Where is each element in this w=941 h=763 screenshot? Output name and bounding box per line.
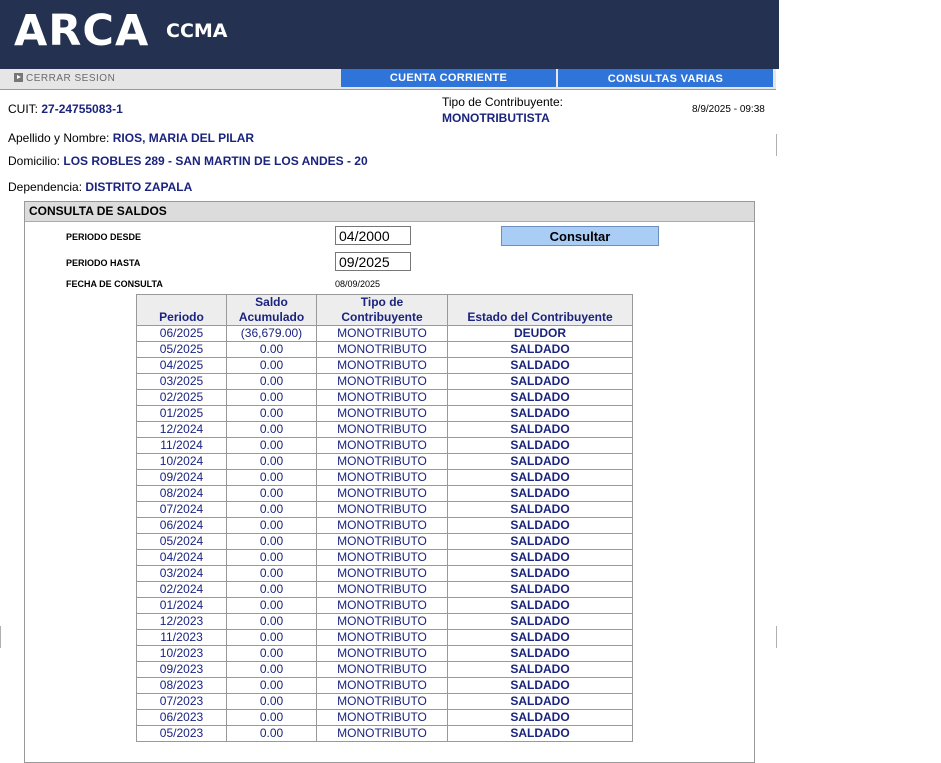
logout-link[interactable] <box>14 73 115 84</box>
estado-cell: SALDADO <box>448 374 633 390</box>
periodo-cell: 10/2023 <box>137 646 227 662</box>
tipo-cell: MONOTRIBUTO <box>317 630 448 646</box>
nombre-label: Apellido y Nombre: <box>8 131 110 145</box>
saldo-cell: 0.00 <box>227 550 317 566</box>
tipo-contribuyente-label: Tipo de Contribuyente: <box>442 95 563 109</box>
estado-cell: SALDADO <box>448 390 633 406</box>
nombre-line <box>8 131 254 145</box>
periodo-cell: 12/2024 <box>137 422 227 438</box>
table-row <box>137 582 633 598</box>
logout-arrow-icon <box>14 73 23 82</box>
saldo-cell: 0.00 <box>227 342 317 358</box>
nombre-value: RIOS, MARIA DEL PILAR <box>112 131 255 145</box>
fecha-consulta-label: FECHA DE CONSULTA <box>66 279 163 289</box>
table-row <box>137 566 633 582</box>
table-row <box>137 486 633 502</box>
periodo-hasta-label: PERIODO HASTA <box>66 258 141 268</box>
tipo-cell: MONOTRIBUTO <box>317 614 448 630</box>
table-row <box>137 502 633 518</box>
estado-cell: SALDADO <box>448 342 633 358</box>
estado-cell: SALDADO <box>448 614 633 630</box>
saldo-cell: 0.00 <box>227 486 317 502</box>
tipo-cell: MONOTRIBUTO <box>317 710 448 726</box>
tipo-cell: MONOTRIBUTO <box>317 422 448 438</box>
tipo-cell: MONOTRIBUTO <box>317 598 448 614</box>
tipo-cell: MONOTRIBUTO <box>317 662 448 678</box>
saldo-cell: 0.00 <box>227 390 317 406</box>
estado-cell: SALDADO <box>448 470 633 486</box>
saldos-table <box>136 294 633 742</box>
tipo-cell: MONOTRIBUTO <box>317 694 448 710</box>
estado-cell: SALDADO <box>448 406 633 422</box>
saldo-cell: 0.00 <box>227 454 317 470</box>
tipo-cell: MONOTRIBUTO <box>317 342 448 358</box>
tipo-contribuyente-value: MONOTRIBUTISTA <box>442 111 550 125</box>
estado-cell: SALDADO <box>448 502 633 518</box>
periodo-cell: 06/2024 <box>137 518 227 534</box>
app-subtitle: CCMA <box>166 20 228 42</box>
estado-cell: SALDADO <box>448 566 633 582</box>
periodo-cell: 12/2023 <box>137 614 227 630</box>
saldo-cell: 0.00 <box>227 534 317 550</box>
nav-bar <box>0 69 776 90</box>
tipo-cell: MONOTRIBUTO <box>317 470 448 486</box>
tipo-cell: MONOTRIBUTO <box>317 454 448 470</box>
saldo-cell: 0.00 <box>227 630 317 646</box>
estado-cell: SALDADO <box>448 518 633 534</box>
table-row <box>137 662 633 678</box>
table-row <box>137 518 633 534</box>
periodo-cell: 09/2023 <box>137 662 227 678</box>
tipo-cell: MONOTRIBUTO <box>317 518 448 534</box>
periodo-desde-label: PERIODO DESDE <box>66 232 142 242</box>
frame-edge <box>0 626 1 648</box>
saldo-cell: 0.00 <box>227 726 317 742</box>
tipo-cell: MONOTRIBUTO <box>317 438 448 454</box>
estado-cell: SALDADO <box>448 646 633 662</box>
estado-cell: SALDADO <box>448 550 633 566</box>
saldo-cell: 0.00 <box>227 422 317 438</box>
periodo-cell: 07/2024 <box>137 502 227 518</box>
periodo-cell: 08/2023 <box>137 678 227 694</box>
periodo-cell: 08/2024 <box>137 486 227 502</box>
tipo-cell: MONOTRIBUTO <box>317 678 448 694</box>
table-row <box>137 534 633 550</box>
periodo-cell: 01/2025 <box>137 406 227 422</box>
saldo-cell: 0.00 <box>227 518 317 534</box>
tipo-cell: MONOTRIBUTO <box>317 390 448 406</box>
estado-cell: SALDADO <box>448 582 633 598</box>
saldo-cell: 0.00 <box>227 582 317 598</box>
domicilio-value: LOS ROBLES 289 - SAN MARTIN DE LOS ANDES - 20 <box>63 154 368 168</box>
estado-cell: SALDADO <box>448 710 633 726</box>
table-row <box>137 374 633 390</box>
estado-cell: SALDADO <box>448 438 633 454</box>
tipo-cell: MONOTRIBUTO <box>317 358 448 374</box>
periodo-desde-input[interactable]: 04/2000 <box>335 226 411 245</box>
saldo-cell: 0.00 <box>227 646 317 662</box>
saldo-cell: (36,679.00) <box>227 326 317 342</box>
estado-cell: SALDADO <box>448 486 633 502</box>
estado-cell: DEUDOR <box>448 326 633 342</box>
estado-cell: SALDADO <box>448 454 633 470</box>
estado-cell: SALDADO <box>448 694 633 710</box>
periodo-cell: 06/2023 <box>137 710 227 726</box>
table-row <box>137 710 633 726</box>
session-datetime: 8/9/2025 - 09:38 <box>692 104 765 115</box>
table-row <box>137 614 633 630</box>
saldo-cell: 0.00 <box>227 374 317 390</box>
saldo-cell: 0.00 <box>227 406 317 422</box>
table-row <box>137 598 633 614</box>
periodo-cell: 10/2024 <box>137 454 227 470</box>
saldo-cell: 0.00 <box>227 470 317 486</box>
saldo-cell: 0.00 <box>227 438 317 454</box>
periodo-cell: 11/2024 <box>137 438 227 454</box>
tipo-cell: MONOTRIBUTO <box>317 582 448 598</box>
estado-cell: SALDADO <box>448 422 633 438</box>
periodo-cell: 04/2025 <box>137 358 227 374</box>
table-row <box>137 470 633 486</box>
saldo-cell: 0.00 <box>227 710 317 726</box>
table-row <box>137 422 633 438</box>
fecha-consulta-value: 08/09/2025 <box>335 279 381 289</box>
saldo-cell: 0.00 <box>227 502 317 518</box>
domicilio-label: Domicilio: <box>8 154 61 168</box>
periodo-hasta-input[interactable]: 09/2025 <box>335 252 411 271</box>
saldo-cell: 0.00 <box>227 566 317 582</box>
estado-cell: SALDADO <box>448 662 633 678</box>
col-estado: Estado del Contribuyente <box>448 295 633 326</box>
logout-label: CERRAR SESION <box>26 73 116 84</box>
table-row <box>137 678 633 694</box>
table-row <box>137 390 633 406</box>
cuit-label: CUIT: <box>8 102 38 116</box>
tipo-cell: MONOTRIBUTO <box>317 326 448 342</box>
periodo-cell: 05/2024 <box>137 534 227 550</box>
estado-cell: SALDADO <box>448 534 633 550</box>
panel-title: CONSULTA DE SALDOS <box>25 202 754 222</box>
table-row <box>137 454 633 470</box>
periodo-cell: 01/2024 <box>137 598 227 614</box>
tipo-cell: MONOTRIBUTO <box>317 486 448 502</box>
table-row <box>137 438 633 454</box>
periodo-cell: 04/2024 <box>137 550 227 566</box>
table-row <box>137 406 633 422</box>
periodo-cell: 09/2024 <box>137 470 227 486</box>
tipo-cell: MONOTRIBUTO <box>317 374 448 390</box>
periodo-cell: 02/2024 <box>137 582 227 598</box>
saldo-cell: 0.00 <box>227 614 317 630</box>
tipo-cell: MONOTRIBUTO <box>317 502 448 518</box>
estado-cell: SALDADO <box>448 726 633 742</box>
tab-cuenta-corriente[interactable]: CUENTA CORRIENTE <box>341 69 556 87</box>
estado-cell: SALDADO <box>448 358 633 374</box>
consulta-saldos-panel <box>24 201 755 763</box>
domicilio-line <box>8 154 368 168</box>
tipo-cell: MONOTRIBUTO <box>317 726 448 742</box>
saldo-cell: 0.00 <box>227 694 317 710</box>
tipo-cell: MONOTRIBUTO <box>317 534 448 550</box>
col-saldo: Saldo Acumulado <box>227 295 317 326</box>
tipo-cell: MONOTRIBUTO <box>317 406 448 422</box>
cuit-value: 27-24755083-1 <box>41 102 123 116</box>
frame-edge <box>776 626 777 648</box>
arca-logo: ARCA <box>14 6 150 56</box>
table-header-row <box>137 295 633 326</box>
periodo-cell: 05/2025 <box>137 342 227 358</box>
dependencia-label: Dependencia: <box>8 180 83 194</box>
periodo-cell: 11/2023 <box>137 630 227 646</box>
estado-cell: SALDADO <box>448 630 633 646</box>
table-row <box>137 342 633 358</box>
tipo-cell: MONOTRIBUTO <box>317 550 448 566</box>
col-tipo: Tipo de Contribuyente <box>317 295 448 326</box>
tab-consultas-varias[interactable]: CONSULTAS VARIAS <box>558 69 773 87</box>
estado-cell: SALDADO <box>448 598 633 614</box>
table-row <box>137 726 633 742</box>
periodo-cell: 03/2025 <box>137 374 227 390</box>
estado-cell: SALDADO <box>448 678 633 694</box>
table-row <box>137 326 633 342</box>
dependencia-value: DISTRITO ZAPALA <box>85 180 193 194</box>
saldo-cell: 0.00 <box>227 662 317 678</box>
periodo-cell: 06/2025 <box>137 326 227 342</box>
periodo-cell: 03/2024 <box>137 566 227 582</box>
table-row <box>137 550 633 566</box>
saldo-cell: 0.00 <box>227 598 317 614</box>
table-row <box>137 358 633 374</box>
frame-edge <box>776 134 777 156</box>
table-row <box>137 630 633 646</box>
table-row <box>137 646 633 662</box>
periodo-cell: 02/2025 <box>137 390 227 406</box>
cuit-line <box>8 102 123 116</box>
dependencia-line <box>8 180 192 194</box>
saldo-cell: 0.00 <box>227 678 317 694</box>
tipo-cell: MONOTRIBUTO <box>317 566 448 582</box>
table-row <box>137 694 633 710</box>
periodo-cell: 07/2023 <box>137 694 227 710</box>
periodo-cell: 05/2023 <box>137 726 227 742</box>
consultar-button[interactable]: Consultar <box>501 226 659 246</box>
col-periodo: Periodo <box>137 295 227 326</box>
tipo-cell: MONOTRIBUTO <box>317 646 448 662</box>
top-header <box>0 0 779 69</box>
saldo-cell: 0.00 <box>227 358 317 374</box>
